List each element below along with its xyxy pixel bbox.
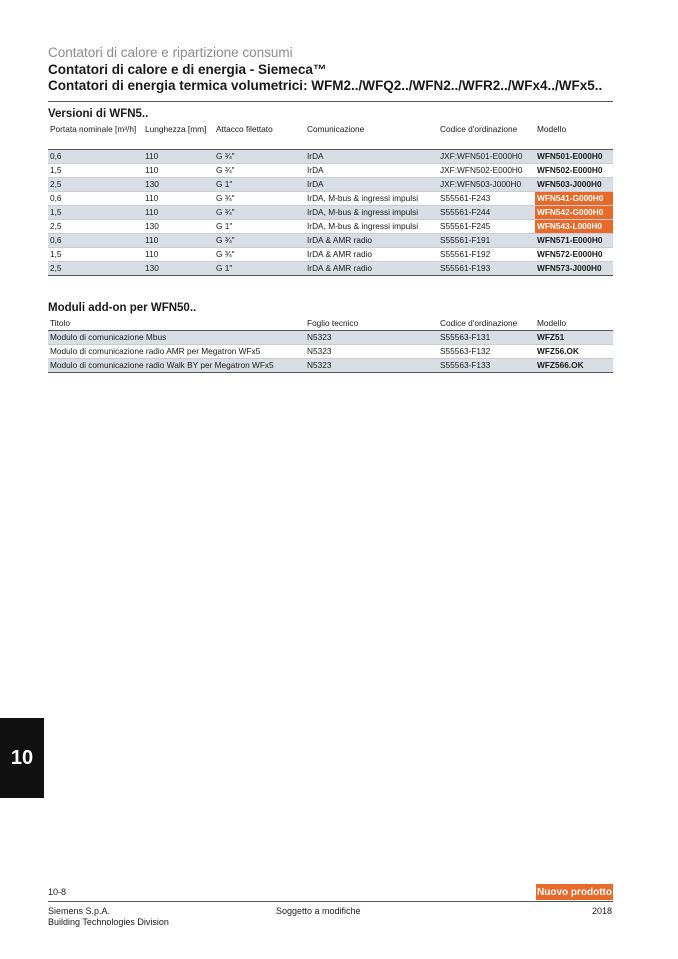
model-cell: WFN543-L000H0 xyxy=(535,220,613,234)
versions-table-body xyxy=(48,150,613,276)
length-cell: 110 xyxy=(145,235,159,245)
table-row xyxy=(48,234,613,248)
communication-cell: IrDA xyxy=(307,165,324,175)
order-code-cell: JXF:WFN503-J000H0 xyxy=(440,179,522,189)
page-title: Contatori di calore e di energia - Siemeca™ xyxy=(48,62,327,77)
communication-cell: IrDA & AMR radio xyxy=(307,235,373,245)
length-cell: 110 xyxy=(145,165,159,175)
table-row xyxy=(48,206,613,220)
length-cell: 130 xyxy=(145,263,159,273)
column-header: Codice d'ordinazione xyxy=(440,124,518,134)
page-number: 10-8 xyxy=(48,887,67,897)
versions-section-title: Versioni di WFN5.. xyxy=(48,108,149,120)
title-cell: Modulo di comunicazione Mbus xyxy=(50,332,167,342)
addons-table-body xyxy=(48,331,613,373)
category-heading: Contatori di calore e ripartizione consumi xyxy=(48,45,293,60)
datasheet-cell: N5323 xyxy=(307,346,332,356)
thread-cell: G 1" xyxy=(216,263,233,273)
versions-table xyxy=(48,124,613,276)
thread-cell: G ¾" xyxy=(216,249,235,259)
thread-cell: G ¾" xyxy=(216,207,235,217)
table-row xyxy=(48,150,613,164)
table-row xyxy=(48,248,613,262)
order-code-cell: S55561-F243 xyxy=(440,193,491,203)
year: 2018 xyxy=(592,906,613,916)
length-cell: 110 xyxy=(145,207,159,217)
title-cell: Modulo di comunicazione radio AMR per Megatron WFx5 xyxy=(50,346,261,356)
length-cell: 110 xyxy=(145,249,159,259)
communication-cell: IrDA, M-bus & ingressi impulsi xyxy=(307,221,419,231)
addons-table xyxy=(48,318,613,373)
model-cell: WFZ566.OK xyxy=(537,360,584,370)
communication-cell: IrDA xyxy=(307,179,324,189)
flow-cell: 2,5 xyxy=(50,179,62,189)
length-cell: 110 xyxy=(145,193,159,203)
title-cell: Modulo di comunicazione radio Walk BY per Megatron WFx5 xyxy=(50,360,274,370)
flow-cell: 1,5 xyxy=(50,249,62,259)
order-code-cell: S55561-F192 xyxy=(440,249,491,259)
order-code-cell: S55561-F245 xyxy=(440,221,491,231)
new-product-badge: Nuovo prodotto xyxy=(536,884,613,900)
flow-cell: 0,6 xyxy=(50,235,62,245)
addons-section-title: Moduli add-on per WFN50.. xyxy=(48,302,197,314)
length-cell: 130 xyxy=(145,221,159,231)
order-code-cell: S55561-F193 xyxy=(440,263,491,273)
model-cell: WFN572-E000H0 xyxy=(537,249,603,259)
table-row xyxy=(48,192,613,206)
order-code-cell: JXF:WFN502-E000H0 xyxy=(440,165,523,175)
communication-cell: IrDA, M-bus & ingressi impulsi xyxy=(307,193,419,203)
table-row xyxy=(48,262,613,276)
company-division: Building Technologies Division xyxy=(48,917,169,927)
table-row xyxy=(48,164,613,178)
chapter-tab: 10 xyxy=(0,718,44,798)
communication-cell: IrDA, M-bus & ingressi impulsi xyxy=(307,207,419,217)
model-cell: WFZ56.OK xyxy=(537,346,579,356)
change-notice: Soggetto a modifiche xyxy=(276,906,361,916)
order-code-cell: S55563-F132 xyxy=(440,346,491,356)
order-code-cell: S55563-F131 xyxy=(440,332,491,342)
thread-cell: G 1" xyxy=(216,221,233,231)
length-cell: 110 xyxy=(145,151,159,161)
flow-cell: 2,5 xyxy=(50,221,62,231)
versions-table-header xyxy=(48,124,613,150)
order-code-cell: JXF:WFN501-E000H0 xyxy=(440,151,523,161)
thread-cell: G ¾" xyxy=(216,165,235,175)
table-row xyxy=(48,178,613,192)
column-header: Portata nominale [m³/h] xyxy=(50,124,137,134)
model-cell: WFN541-G000H0 xyxy=(535,192,613,206)
model-cell: WFN502-E000H0 xyxy=(537,165,603,175)
model-cell: WFN542-G000H0 xyxy=(535,206,613,220)
column-header: Modello xyxy=(537,318,567,328)
order-code-cell: S55561-F191 xyxy=(440,235,491,245)
table-row xyxy=(48,331,613,345)
communication-cell: IrDA & AMR radio xyxy=(307,263,373,273)
column-header: Attacco filettato xyxy=(216,124,273,134)
column-header: Comunicazione xyxy=(307,124,365,134)
model-cell: WFN573-J000H0 xyxy=(537,263,602,273)
model-cell: WFN571-E000H0 xyxy=(537,235,603,245)
order-code-cell: S55563-F133 xyxy=(440,360,491,370)
column-header: Lunghezza [mm] xyxy=(145,124,207,134)
column-header: Foglio tecnico xyxy=(307,318,359,328)
flow-cell: 2,5 xyxy=(50,263,62,273)
datasheet-cell: N5323 xyxy=(307,360,332,370)
column-header: Titolo xyxy=(50,318,70,328)
communication-cell: IrDA & AMR radio xyxy=(307,249,373,259)
flow-cell: 1,5 xyxy=(50,207,62,217)
table-row xyxy=(48,359,613,373)
footer-divider xyxy=(48,901,613,902)
datasheet-cell: N5323 xyxy=(307,332,332,342)
model-cell: WFZ51 xyxy=(537,332,565,342)
company-name: Siemens S.p.A. xyxy=(48,906,111,916)
table-row xyxy=(48,345,613,359)
addons-table-header xyxy=(48,318,613,331)
order-code-cell: S55561-F244 xyxy=(440,207,491,217)
thread-cell: G 1" xyxy=(216,179,233,189)
title-divider xyxy=(48,101,613,102)
column-header: Codice d'ordinazione xyxy=(440,318,518,328)
thread-cell: G ¾" xyxy=(216,193,235,203)
length-cell: 130 xyxy=(145,179,159,189)
flow-cell: 1,5 xyxy=(50,165,62,175)
page-subtitle: Contatori di energia termica volumetrici: WFM2../WFQ2../WFN2../WFR2../WFx4../WFx5.. xyxy=(48,78,603,93)
flow-cell: 0,6 xyxy=(50,193,62,203)
model-cell: WFN501-E000H0 xyxy=(537,151,603,161)
flow-cell: 0,6 xyxy=(50,151,62,161)
thread-cell: G ¾" xyxy=(216,151,235,161)
model-cell: WFN503-J000H0 xyxy=(537,179,602,189)
communication-cell: IrDA xyxy=(307,151,324,161)
table-row xyxy=(48,220,613,234)
thread-cell: G ¾" xyxy=(216,235,235,245)
column-header: Modello xyxy=(537,124,567,134)
